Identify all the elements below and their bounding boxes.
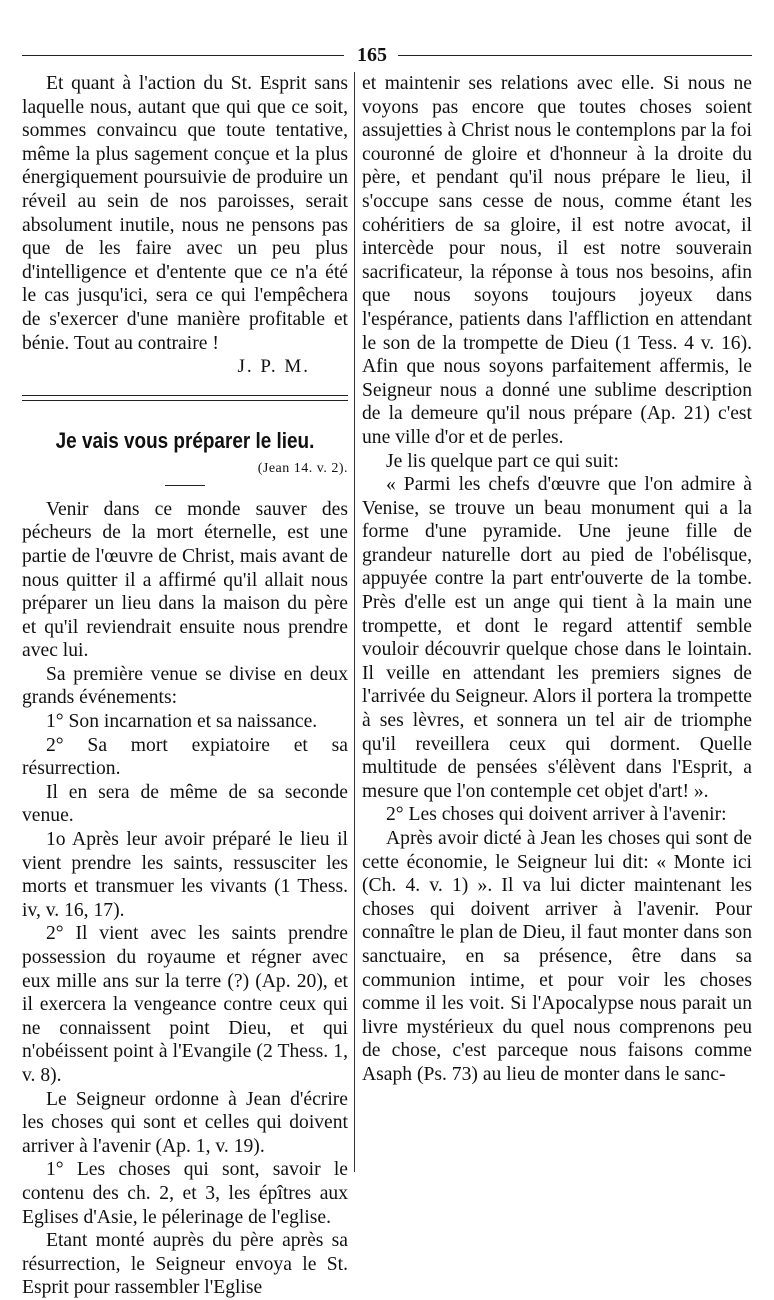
scripture-reference: (Jean 14. v. 2). [257,460,348,476]
list-item: 2° Il vient avec les saints prendre possession du royaume et régner avec eux mille ans sur la terre (?) (Ap. 20), et il exercera la vengeance contre ceux qui ne connaissent point Dieu, et qui n'obéissent point à l'Evangile (2 Thess. 1, v. 8). [22,923,348,1086]
list-item: 2° Les choses qui doivent arriver à l'avenir: [386,804,727,826]
quotation-paragraph: « Parmi les chefs d'œuvre que l'on admire à Venise, se trouve un beau monument qui a la forme d'une pyramide. Une jeune fille de grandeur naturelle dort au pied de l'obélisque, appuyée contre la part entr'ouverte de la tombe. Près d'elle est un ange qui tient à la main une trompette, et dont le regard attentif semble vouloir découvrir quelque chose dans le lointain. Il veille en attendant les premiers signes de l'arrivée du Seigneur. Alors il portera la trompette à ses lèvres, et sonnera un tel air de triomphe qu'il reveillera ceux qui dorment. Quelle multitude de pensées s'élèvent dans l'Esprit, a mesure que l'on contemple cet objet d'art! ». [362,474,752,802]
article-paragraph: Etant monté auprès du père après sa résurrection, le Seigneur envoya le St. Esprit pour rassembler l'Eglise [22,1230,348,1299]
list-item: 1° Son incarnation et sa naissance. [46,711,318,733]
list-item: 1° Les choses qui sont, savoir le contenu des ch. 2, et 3, les épîtres aux Eglises d'Asie, le pélerinage de l'eglise. [22,1159,348,1228]
article-paragraph: Sa première venue se divise en deux grands événements: [22,663,348,709]
list-item: 1o Après leur avoir préparé le lieu il vient prendre les saints, ressusciter les morts et transmuer les vivants (1 Thess. iv, v. 16, 17). [22,829,348,921]
header-rule-left [22,55,344,56]
page-number: 165 [357,44,387,66]
book-page [22,42,752,1299]
left-column [22,72,348,1300]
article-paragraph: et maintenir ses relations avec elle. Si nous ne voyons pas encore que toutes choses soient assujetties à Christ nous le contemplons par la foi couronné de gloire et d'honneur à la droite du père, et pendant qu'il nous prépare le lieu, il s'occupe sans cesse de nous, comme étant les cohéritiers de sa gloire, il est notre avocat, il intercède pour nous, il est notre souverain sacrificateur, la réponse à tous nos besoins, afin que nous soyons toujours joyeux dans l'espérance, patients dans l'affliction en attendant le son de la trompette de Dieu (1 Tess. 4 v. 16). Afin que nous soyons parfaitement affermis, le Seigneur nous a donné une sublime description de la demeure qu'il nous prépare (Ap. 21) c'est une ville d'or et de perles. [362,73,752,448]
article-paragraph: Je lis quelque part ce qui suit: [386,450,619,472]
article-paragraph: Après avoir dicté à Jean les choses qui sont de cette économie, le Seigneur lui dit: « Monte ici (Ch. 4. v. 1) ». Il va lui dicter maintenant les choses qui doivent arriver à l'avenir. Pour connaître le plan de Dieu, il faut monter dans son sanctuaire, en sa présence, être dans sa communion intime, et pour voir les choses comme il les voit. Si l'Apocalypse nous parait un livre mystérieux du quel nous comprenons peu de chose, c'est parceque nous faisons comme Asaph (Ps. 73) au lieu de monter dans le sanc- [362,828,752,1085]
closing-paragraph: Et quant à l'action du St. Esprit sans laquelle nous, autant que qui que ce soit, sommes convaincu que toute tentative, même la plus sagement conçue et la plus énergiquement poursuivie de produire un réveil au sein de nos paroisses, serait absolument inutile, nous ne pensons pas que de les faire avec un peu plus d'intelligence et d'entente que ce n'a été le cas jusqu'ici, sera ce qui l'empêchera de s'exercer d'une manière profitable et bénie. Tout au contraire ! [22,73,348,354]
page-header [22,42,752,66]
column-divider [354,72,355,1172]
article-paragraph: Il en sera de même de sa seconde venue. [22,781,348,827]
section-divider [22,395,348,401]
article-paragraph: Venir dans ce monde sauver des pécheurs de la mort éternelle, est une partie de l'œuvre de Christ, mais avant de nous quitter il a affirmé qu'il allait nous préparer un lieu dans la maison du père et qu'il reviendrait ensuite nous prendre avec lui. [22,498,348,662]
title-dash [165,485,205,486]
author-signature: J. P. M. [237,356,310,378]
header-rule-right [398,55,752,56]
right-column [362,72,752,1087]
article-title: Je vais vous préparer le lieu. [55,427,315,453]
article-paragraph: Le Seigneur ordonne à Jean d'écrire les choses qui sont et celles qui doivent arriver à l'avenir (Ap. 1, v. 19). [22,1088,348,1157]
list-item: 2° Sa mort expiatoire et sa résurrection. [22,734,348,780]
